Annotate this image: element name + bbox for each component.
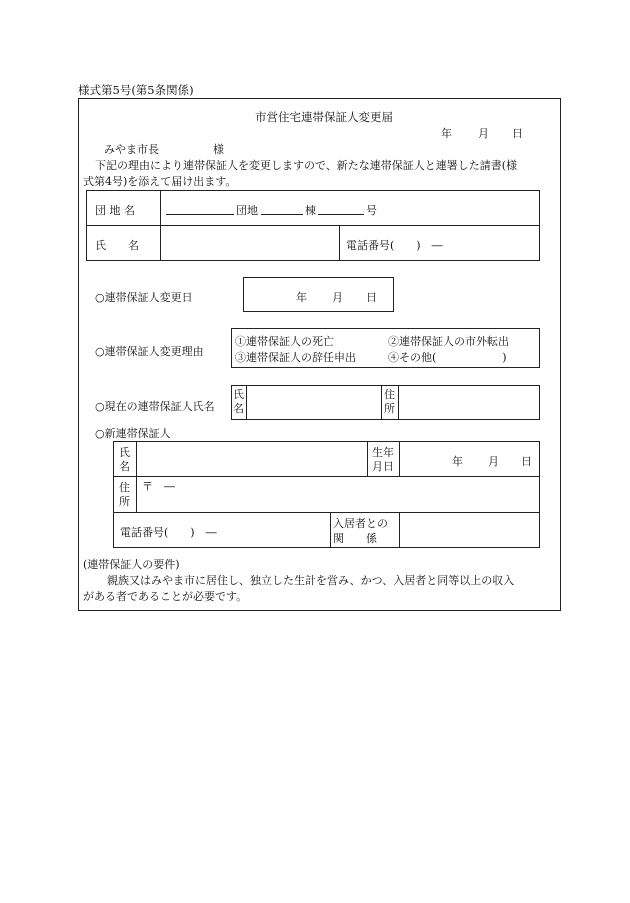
name-field[interactable]: [161, 226, 338, 260]
new-guarantor-label: ○新連帯保証人: [95, 427, 171, 440]
relation-label: 入居者との 関 係: [333, 517, 388, 545]
addressee-honorific: 様: [213, 143, 224, 156]
requirements-line1: 親族又はみやま市に居住し、独立した生計を営み、かつ、入居者と同等以上の収入: [107, 574, 515, 587]
form-page: 様式第5号(第5条関係) 市営住宅連帯保証人変更届 年 月 日 みやま市長 様 下記の理由により連帯保証人を変更しますので、新たな連帯保証人と連署した請書(様 式第4号)を添えて届け出ます。 団 地 名 団地 棟 号 氏 名 電話番号( ) ― ○連帯保証人変更日 年 月 日 ○連帯保証人変更理由 ①連帯保証人の死亡 ②連帯保証人の市外転出 ③連帯保証人の辞任申出 ④その他( ) ○現在の連帯保証人氏名 氏 名 住 所 ○新連帯保証人 氏 名 生年 月日 年 月 日 住 所 〒 ― 電話番号( ) ― 入居者との 関 係 (連帯保証人の要件) 親族又はみやま市に居住し、独立した生計を営み、かつ、入居者と同等以上の収入 がある者であることが必要です。: [0, 0, 630, 903]
relation-field[interactable]: [400, 513, 539, 547]
form-number: 様式第5号(第5条関係): [78, 83, 194, 97]
change-date-label: ○連帯保証人変更日: [95, 291, 193, 304]
room-field[interactable]: [318, 214, 364, 215]
change-reason-label: ○連帯保証人変更理由: [95, 345, 204, 358]
page-title: 市営住宅連帯保証人変更届: [255, 110, 393, 124]
current-address-field[interactable]: [399, 386, 539, 419]
intro-text-line1: 下記の理由により連帯保証人を変更しますので、新たな連帯保証人と連署した請書(様: [95, 159, 518, 172]
current-name-field[interactable]: [247, 386, 380, 419]
postal-code[interactable]: 〒 ―: [142, 480, 175, 493]
building-field[interactable]: [261, 214, 303, 215]
reason-option-1[interactable]: ①連帯保証人の死亡: [235, 335, 334, 348]
requirements-heading: (連帯保証人の要件): [83, 558, 180, 571]
reason-option-3[interactable]: ③連帯保証人の辞任申出: [235, 351, 356, 364]
new-name-field[interactable]: [137, 442, 366, 475]
intro-text-line2: 式第4号)を添えて届け出ます。: [83, 175, 237, 188]
current-guarantor-label: ○現在の連帯保証人氏名: [95, 400, 215, 413]
addressee-name: みやま市長: [104, 143, 159, 156]
reason-option-2[interactable]: ②連帯保証人の市外転出: [388, 335, 509, 348]
new-phone-label: 電話番号( ) ―: [120, 526, 217, 539]
danchi-label: 団 地 名: [95, 204, 135, 217]
requirements-line2: がある者であることが必要です。: [83, 590, 248, 603]
name-label: 氏 名: [95, 239, 139, 252]
danchi-field[interactable]: [166, 214, 234, 215]
reason-option-4[interactable]: ④その他( ): [388, 351, 507, 364]
phone-label: 電話番号( ) ―: [346, 239, 443, 252]
